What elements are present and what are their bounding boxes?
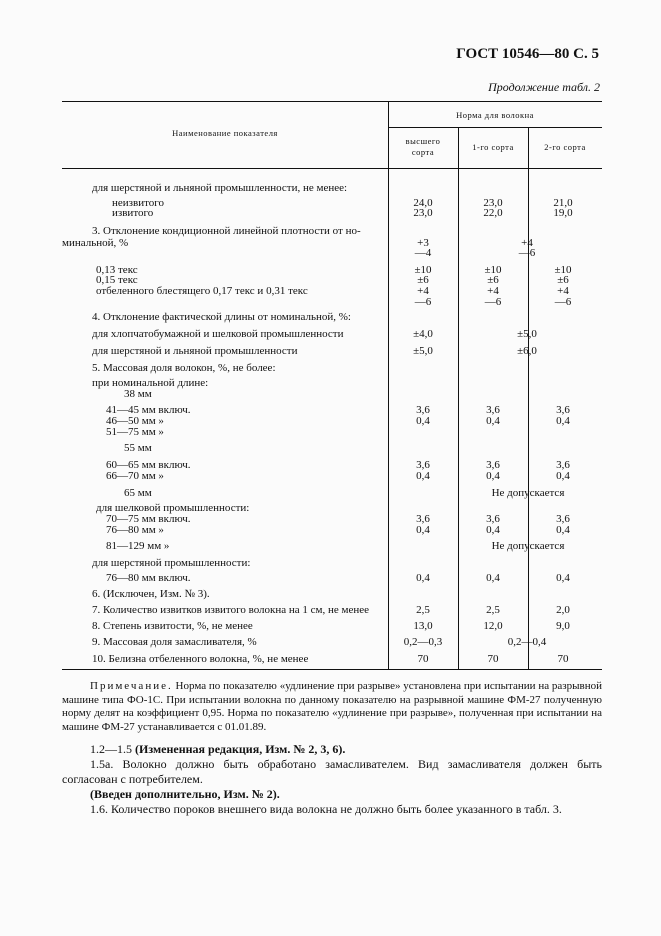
value-top-grade: ±10	[414, 264, 432, 276]
value-grade-2: 9,0	[556, 620, 570, 632]
value-top-grade: 0,2—0,3	[403, 636, 443, 648]
header-bottom-rule	[62, 168, 602, 169]
table-note	[62, 680, 602, 734]
table-row	[62, 572, 602, 585]
value-grade-1: ±6	[487, 274, 499, 286]
value-top-grade: 3,6	[416, 459, 430, 471]
table-row	[62, 524, 602, 537]
table-row	[62, 588, 602, 601]
value-top-grade: ±6	[417, 274, 429, 286]
value-top-grade: 13,0	[413, 620, 433, 632]
value-grade-2: 19,0	[553, 207, 573, 219]
row-label: 51—75 мм »	[106, 426, 164, 438]
table-row	[62, 182, 602, 195]
paragraph-amendment	[62, 742, 602, 757]
value-top-grade: 0,4	[416, 415, 430, 427]
value-grade-1: 3,6	[486, 404, 500, 416]
row-label: 76—80 мм »	[106, 524, 164, 536]
value-grade-1: —6	[484, 296, 502, 308]
table-row	[62, 328, 602, 341]
value-grade-2: 70	[557, 653, 569, 665]
row-label: для шерстяной и льняной промышленности, не менее:	[92, 182, 348, 194]
row-label: 9. Массовая доля замасливателя, %	[92, 636, 257, 648]
norm-header-rule	[388, 127, 602, 128]
row-label: извитого	[112, 207, 154, 219]
column-header-name: Наименование показателя	[172, 128, 278, 138]
table-row	[62, 604, 602, 617]
table-row	[62, 487, 602, 500]
table-row	[62, 311, 602, 324]
grade-top-label: высшего сорта	[405, 136, 441, 157]
row-label: 0,15 текс	[96, 274, 138, 286]
value-top-grade: 3,6	[416, 404, 430, 416]
paragraph-amendment-prefix: 1.2—1.5	[90, 742, 135, 756]
row-label: 70—75 мм включ.	[106, 513, 191, 525]
row-label: неизвитого	[112, 197, 164, 209]
value-top-grade: ±4,0	[413, 328, 433, 340]
row-label: 55 мм	[124, 442, 152, 454]
paragraph-added-note	[62, 787, 602, 802]
paragraph-1-6: 1.6. Количество пороков внешнего вида волокна не должно быть более указанного в табл. 3.	[90, 802, 562, 816]
value-grades-1-2-merged: 0,2—0,4	[507, 636, 547, 648]
value-merged: Не допускается	[491, 540, 565, 552]
value-grade-2: 2,0	[556, 604, 570, 616]
value-grades-1-2-merged: +4	[521, 237, 533, 249]
table-row	[62, 362, 602, 375]
row-label: для шерстяной промышленности:	[92, 557, 251, 569]
value-grade-1: 70	[487, 653, 499, 665]
note-text: Норма по показателю «удлинение при разрыве» установлена при испытании на разрывной машине типа ФО-1С. При испытании волокна по данному показателю на разрывной машине ФМ-27 полученную норму делят на коэффициент 0,95. Норма по показателю «удлинение при разрыве», полученная при испытании на машине ФМ-27 устанавливается с 01.01.89.	[62, 680, 602, 733]
value-top-grade: 24,0	[413, 197, 433, 209]
column-header-grade-2: 2-го сорта	[544, 142, 586, 152]
row-label: для шелковой промышленности:	[96, 502, 250, 514]
value-top-grade: 2,5	[416, 604, 430, 616]
row-label: 60—65 мм включ.	[106, 459, 191, 471]
row-label: 3. Отклонение кондиционной линейной плотности от но-	[92, 225, 361, 237]
value-grade-2: 0,4	[556, 415, 570, 427]
value-grades-1-2-merged: ±5,0	[517, 328, 537, 340]
value-grade-1: 2,5	[486, 604, 500, 616]
value-grade-1: 22,0	[483, 207, 503, 219]
table-row	[62, 653, 602, 666]
paragraph-added-bold: (Введен дополнительно, Изм. № 2).	[90, 787, 280, 801]
paragraph-amendment-bold: (Измененная редакция, Изм. № 2, 3, 6).	[135, 742, 346, 756]
value-top-grade: 3,6	[416, 513, 430, 525]
note-prefix: Примечание.	[90, 680, 173, 692]
table-row	[62, 557, 602, 570]
value-grade-1: 3,6	[486, 513, 500, 525]
row-label: для хлопчатобумажной и шелковой промышленности	[92, 328, 344, 340]
value-grade-1: ±10	[484, 264, 502, 276]
value-grade-2: 0,4	[556, 524, 570, 536]
value-grade-1: 0,4	[486, 524, 500, 536]
value-merged: Не допускается	[491, 487, 565, 499]
row-label: 5. Массовая доля волокон, %, не более:	[92, 362, 276, 374]
row-label: при номинальной длине:	[92, 377, 209, 389]
value-grade-2: 21,0	[553, 197, 573, 209]
value-top-grade: 0,4	[416, 470, 430, 482]
value-grade-1: 0,4	[486, 415, 500, 427]
table-row	[62, 296, 602, 309]
row-label: 65 мм	[124, 487, 152, 499]
value-top-grade: —6	[414, 296, 432, 308]
table-continuation-label: Продолжение табл. 2	[488, 80, 600, 94]
table-row	[62, 620, 602, 633]
table-row	[62, 207, 602, 220]
value-grades-1-2-merged: ±6,0	[517, 345, 537, 357]
row-label: 81—129 мм »	[106, 540, 170, 552]
value-grade-2: 0,4	[556, 572, 570, 584]
table-row	[62, 442, 602, 455]
row-label: для шерстяной и льняной промышленности	[92, 345, 298, 357]
value-top-grade: 23,0	[413, 207, 433, 219]
value-top-grade: ±5,0	[413, 345, 433, 357]
paragraph-1-5a: 1.5а. Волокно должно быть обработано замасливателем. Вид замасливателя должен быть согласован с потребителем.	[62, 757, 602, 786]
table-row	[62, 540, 602, 553]
row-label: отбеленного блестящего 0,17 текс и 0,31 текс	[96, 285, 308, 297]
value-grade-2: 0,4	[556, 470, 570, 482]
value-top-grade: +3	[417, 237, 429, 249]
column-header-norm: Норма для волокна	[456, 110, 534, 120]
value-top-grade: +4	[417, 285, 429, 297]
row-label: 4. Отклонение фактической длины от номинальной, %:	[92, 311, 351, 323]
value-top-grade: —4	[414, 247, 432, 259]
row-label: 0,13 текс	[96, 264, 138, 276]
value-grade-2: 3,6	[556, 404, 570, 416]
value-top-grade: 0,4	[416, 524, 430, 536]
table-bottom-rule	[62, 669, 602, 670]
row-label: 6. (Исключен, Изм. № 3).	[92, 588, 210, 600]
row-label: 41—45 мм включ.	[106, 404, 191, 416]
value-grade-1: 0,4	[486, 572, 500, 584]
row-label: 76—80 мм включ.	[106, 572, 191, 584]
value-grade-2: 3,6	[556, 513, 570, 525]
value-grade-1: 12,0	[483, 620, 503, 632]
table-row	[62, 426, 602, 439]
row-label: 10. Белизна отбеленного волокна, %, не менее	[92, 653, 309, 665]
table-row	[62, 388, 602, 401]
value-grade-1: 3,6	[486, 459, 500, 471]
table-row	[62, 636, 602, 649]
column-header-grade-top	[388, 136, 458, 158]
page-header-title: ГОСТ 10546—80 С. 5	[456, 46, 599, 62]
row-label: 66—70 мм »	[106, 470, 164, 482]
value-top-grade: 70	[417, 653, 429, 665]
value-grade-2: +4	[557, 285, 569, 297]
value-grades-1-2-merged: —6	[518, 247, 536, 259]
value-grade-2: —6	[554, 296, 572, 308]
value-grade-2: ±10	[554, 264, 572, 276]
value-grade-2: ±6	[557, 274, 569, 286]
row-label: 8. Степень извитости, %, не менее	[92, 620, 253, 632]
row-label: 7. Количество извитков извитого волокна на 1 см, не менее	[92, 604, 370, 616]
value-grade-1: 23,0	[483, 197, 503, 209]
value-grade-1: +4	[487, 285, 499, 297]
row-label: минальной, %	[62, 237, 129, 249]
value-grade-1: 0,4	[486, 470, 500, 482]
table-row	[62, 345, 602, 358]
column-header-grade-1: 1-го сорта	[472, 142, 514, 152]
value-top-grade: 0,4	[416, 572, 430, 584]
table-row	[62, 470, 602, 483]
row-label: 46—50 мм »	[106, 415, 164, 427]
row-label: 38 мм	[124, 388, 152, 400]
value-grade-2: 3,6	[556, 459, 570, 471]
table-row	[62, 247, 602, 260]
table-top-rule	[62, 101, 602, 102]
